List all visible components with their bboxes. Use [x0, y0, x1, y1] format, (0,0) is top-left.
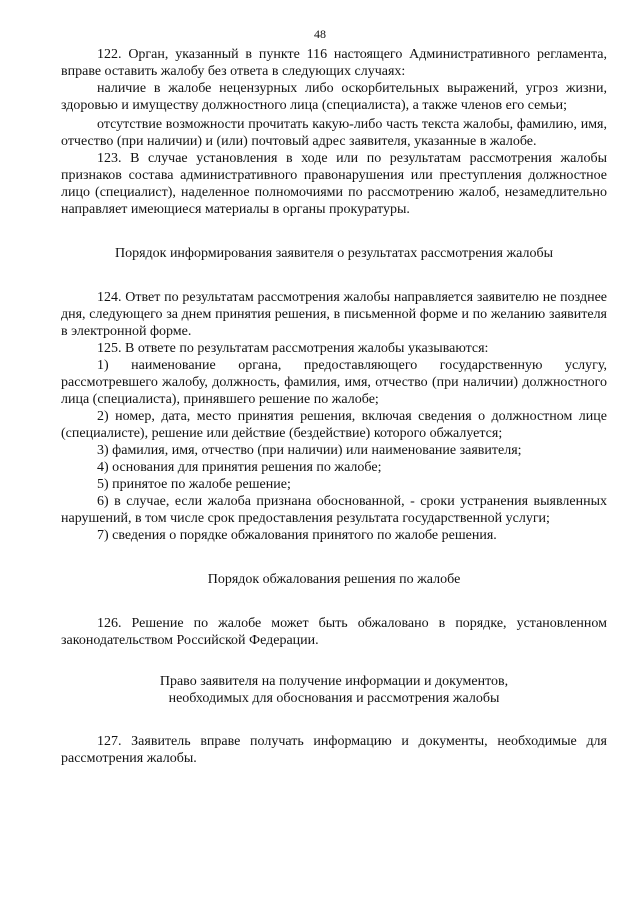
paragraph-125-item-4: 4) основания для принятия решения по жалобе;	[97, 460, 382, 475]
paragraph-126: 126. Решение по жалобе может быть обжаловано в порядке, установленном законодательством Российской Федерации.	[61, 616, 607, 648]
document-body	[61, 46, 607, 767]
paragraph-125-item-3: 3) фамилия, имя, отчество (при наличии) или наименование заявителя;	[97, 443, 522, 458]
section-heading-line-1: Право заявителя на получение информации и документов,	[159, 674, 509, 689]
paragraph-125: 125. В ответе по результатам рассмотрения жалобы указываются:	[97, 341, 489, 356]
section-heading-right-to-information	[61, 673, 607, 707]
paragraph-124: 124. Ответ по результатам рассмотрения жалобы направляется заявителю не позднее дня, следующего за днем принятия решения, в письменной форме и по желанию заявителя в электронной форме.	[61, 290, 607, 339]
section-heading-line-2: необходимых для обоснования и рассмотрения жалобы	[168, 691, 500, 706]
paragraph-122-item-2: отсутствие возможности прочитать какую-либо часть текста жалобы, фамилию, имя, отчество (при наличии) и (или) почтовый адрес заявителя, указанные в жалобе.	[61, 117, 607, 149]
section-heading-appeal: Порядок обжалования решения по жалобе	[207, 572, 461, 587]
paragraph-125-item-7: 7) сведения о порядке обжалования принятого по жалобе решения.	[97, 528, 497, 543]
paragraph-125-item-2: 2) номер, дата, место принятия решения, включая сведения о должностном лице (специалисте), решение или действие (бездействие) которого обжалуется;	[61, 409, 607, 441]
paragraph-125-item-1: 1) наименование органа, предоставляющего государственную услугу, рассмотревшего жалобу, должность, фамилия, имя, отчество (при наличии) должностного лица (специалиста), принявшего решение по жалобе;	[61, 358, 607, 407]
paragraph-125-item-6: 6) в случае, если жалоба признана обоснованной, - сроки устранения выявленных нарушений, в том числе срок предоставления результата государственной услуги;	[61, 494, 607, 526]
paragraph-125-item-5: 5) принятое по жалобе решение;	[97, 477, 291, 492]
page-number: 48	[314, 27, 326, 41]
paragraph-123: 123. В случае установления в ходе или по результатам рассмотрения жалобы признаков состава административного правонарушения или преступления должностное лицо (специалист), наделенное полномочиями по рассмотрению жалоб, незамедлительно направляет имеющиеся материалы в органы прокуратуры.	[61, 151, 607, 217]
section-heading-informing: Порядок информирования заявителя о результатах рассмотрения жалобы	[114, 246, 554, 261]
paragraph-127: 127. Заявитель вправе получать информацию и документы, необходимые для рассмотрения жалобы.	[61, 734, 607, 766]
paragraph-122-item-1: наличие в жалобе нецензурных либо оскорбительных выражений, угроз жизни, здоровью и имуществу должностного лица (специалиста), а также членов его семьи;	[61, 81, 607, 113]
paragraph-122: 122. Орган, указанный в пункте 116 настоящего Административного регламента, вправе оставить жалобу без ответа в следующих случаях:	[61, 47, 607, 79]
